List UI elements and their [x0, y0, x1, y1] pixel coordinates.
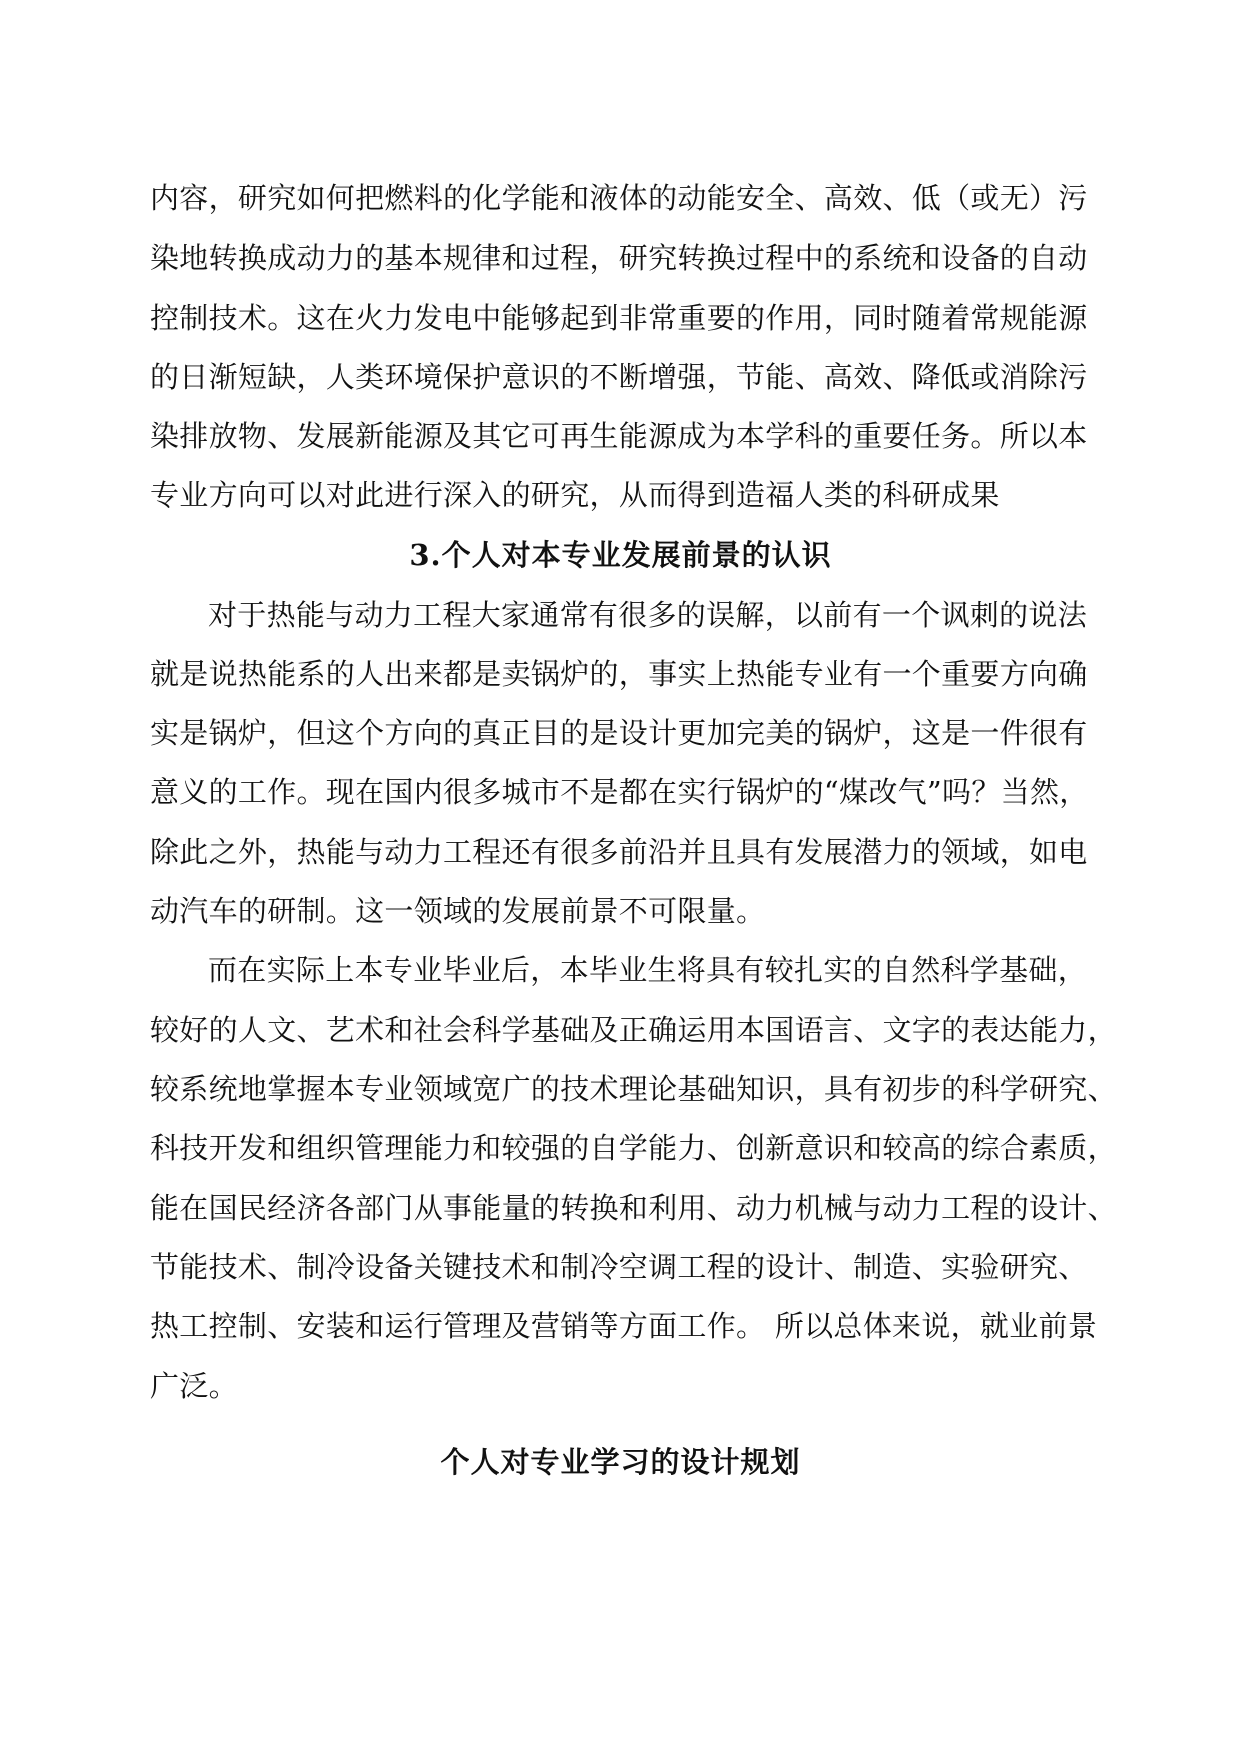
body-text-line: 科技开发和组织管理能力和较强的自学能力、创新意识和较高的综合素质， [150, 1131, 1117, 1165]
body-text-line: 广泛。 [150, 1369, 238, 1403]
section-heading: 3.个人对本专业发展前景的认识 [409, 538, 832, 572]
body-text-line: 较系统地掌握本专业领域宽广的技术理论基础知识，具有初步的科学研究、 [150, 1072, 1117, 1106]
body-text-line: 控制技术。这在火力发电中能够起到非常重要的作用，同时随着常规能源 [150, 301, 1088, 335]
body-text-line: 能在国民经济各部门从事能量的转换和利用、动力机械与动力工程的设计、 [150, 1191, 1117, 1225]
body-text-line: 较好的人文、艺术和社会科学基础及正确运用本国语言、文字的表达能力， [150, 1013, 1117, 1047]
body-text-line: 对于热能与动力工程大家通常有很多的误解，以前有一个讽刺的说法 [208, 598, 1088, 632]
body-text-line: 除此之外，热能与动力工程还有很多前沿并且具有发展潜力的领域，如电 [150, 835, 1088, 869]
body-text-line: 节能技术、制冷设备关键技术和制冷空调工程的设计、制造、实验研究、 [150, 1250, 1088, 1284]
body-text-line: 意义的工作。现在国内很多城市不是都在实行锅炉的“煤改气”吗？当然， [150, 775, 1089, 809]
body-text-line: 而在实际上本专业毕业后，本毕业生将具有较扎实的自然科学基础， [208, 953, 1088, 987]
body-text-line: 实是锅炉，但这个方向的真正目的是设计更加完美的锅炉，这是一件很有 [150, 716, 1088, 750]
section-heading: 个人对专业学习的设计规划 [440, 1445, 801, 1479]
body-text-line: 染排放物、发展新能源及其它可再生能源成为本学科的重要任务。所以本 [150, 419, 1088, 453]
body-text-line: 的日渐短缺，人类环境保护意识的不断增强，节能、高效、降低或消除污 [150, 360, 1088, 394]
body-text-line: 就是说热能系的人出来都是卖锅炉的，事实上热能专业有一个重要方向确 [150, 657, 1088, 691]
body-text-line: 热工控制、安装和运行管理及营销等方面工作。 所以总体来说，就业前景 [150, 1309, 1098, 1343]
body-text-line: 染地转换成动力的基本规律和过程，研究转换过程中的系统和设备的自动 [150, 241, 1088, 275]
body-text-line: 动汽车的研制。这一领域的发展前景不可限量。 [150, 894, 766, 928]
body-text-line: 内容，研究如何把燃料的化学能和液体的动能安全、高效、低（或无）污 [150, 181, 1088, 215]
body-text-line: 专业方向可以对此进行深入的研究，从而得到造福人类的科研成果 [150, 478, 1000, 512]
